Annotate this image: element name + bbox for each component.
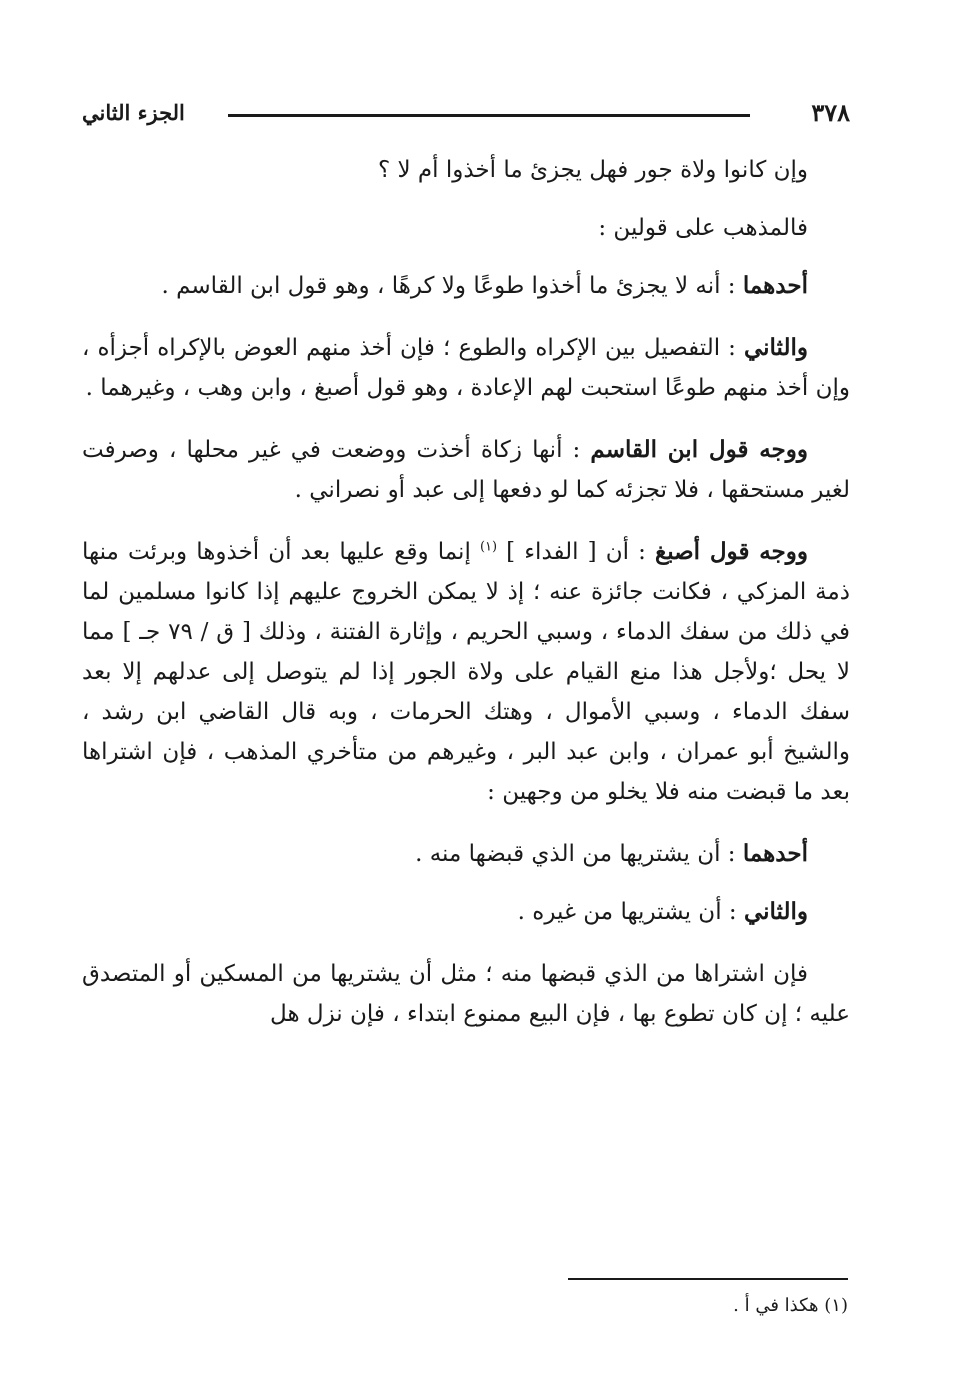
paragraph-text: إنما وقع عليها بعد أن أخذوها وبرئت منها ذمة المزكي ، فكانت جائزة عنه ؛ إذ لا يمكن الخروج عليهم إذا كانوا مسلمين لما في ذلك من سفك الدماء ، وسبي الحريم ، وإثارة الفتنة ، وذلك [ ق / ٧٩ جـ ] مما لا يحل ؛ولأجل هذا منع القيام على ولاة الجور إذا لم يتوصل إلى عدلهم إلا بعد سفك الدماء ، وسبي الأموال ، وهتك الحرمات ، وبه قال القاضي ابن رشد ، والشيخ أبو عمران ، وابن عبد البر ، وغيرهم من متأخري المذهب ، فإن اشتراها بعد ما قبضت منه فلا يخلو من وجهين : [82,539,850,805]
paragraph-text: : أن [ الفداء ] [497,539,655,565]
paragraph-term: والثاني [743,898,808,925]
paragraph-question [82,150,850,190]
paragraph-case-second [82,892,850,932]
paragraph-text: : أن يشتريها من غيره . [517,899,744,925]
paragraph-text: : أن يشتريها من الذي قبضها منه . [415,841,743,867]
paragraph-second-opinion [82,328,850,408]
footnote-reference[interactable]: (١) [479,539,498,555]
footnote-rule [568,1278,848,1280]
paragraph-text: وإن كانوا ولاة جور فهل يجزئ ما أخذوا أم لا ؟ [377,157,808,183]
page-number: ٣٧٨ [811,98,850,127]
main-text [82,150,850,1056]
paragraph-ibn-al-qasim-reason [82,430,850,510]
footnote: (١) هكذا في أ . [733,1295,848,1316]
paragraph-text: : أنها زكاة أخذت ووضعت في غير محلها ، وصرفت لغير مستحقها ، فلا تجزئه كما لو دفعها إلى عبد أو نصراني . [82,437,850,503]
paragraph-purchase-ruling [82,954,850,1034]
paragraph-term: أحدهما [742,840,808,867]
running-title: الجزء الثاني [82,100,185,125]
paragraph-text: : التفصيل بين الإكراه والطوع ؛ فإن أخذ منهم العوض بالإكراه أجزأه ، وإن أخذ منهم طوعًا استحبت لهم الإعادة ، وهو قول أصبغ ، وابن وهب ، وغيرهما . [82,335,850,401]
paragraph-case-first [82,834,850,874]
paragraph-text: فإن اشتراها من الذي قبضها منه ؛ مثل أن يشتريها من المسكين أو المتصدق عليه ؛ إن كان تطوع بها ، فإن البيع ممنوع ابتداء ، فإن نزل هل [82,961,850,1027]
paragraph-text: : أنه لا يجزئ ما أخذوا طوعًا ولا كرهًا ، وهو قول ابن القاسم . [161,273,743,299]
paragraph-term: أحدهما [742,272,808,299]
paragraph-two-opinions [82,208,850,248]
page-header [82,96,850,136]
header-rule [228,114,750,117]
paragraph-first-opinion [82,266,850,306]
paragraph-asbagh-reason [82,532,850,812]
paragraph-term: والثاني [743,334,808,361]
paragraph-term: ووجه قول أصبغ [654,538,808,565]
paragraph-term: ووجه قول ابن القاسم [590,436,808,463]
paragraph-text: فالمذهب على قولين : [598,215,808,241]
